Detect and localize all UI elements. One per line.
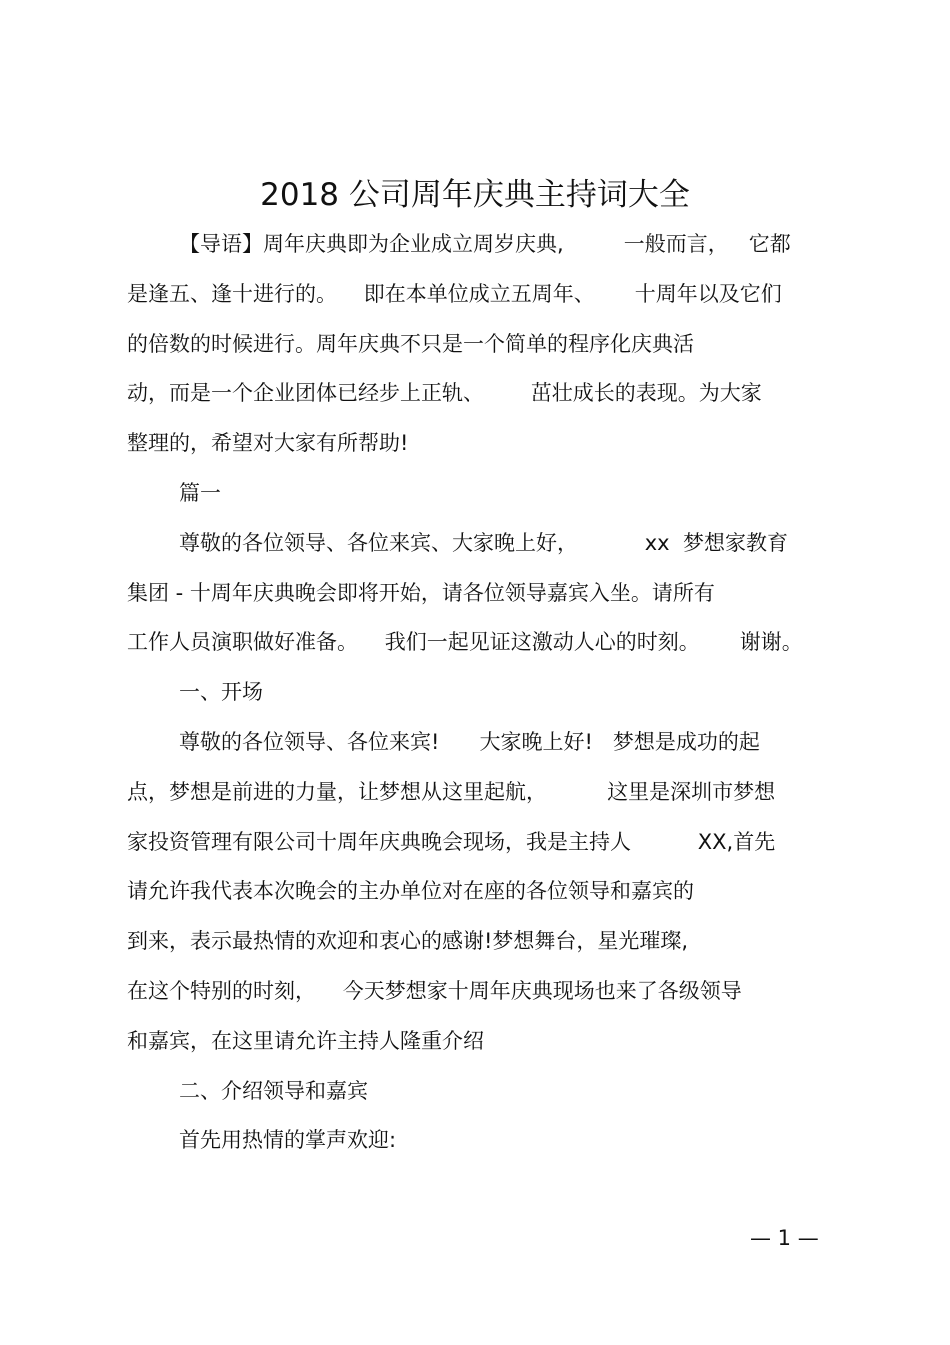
paragraph-line: 【导语】周年庆典即为企业成立周岁庆典, 一般而言， 它都 bbox=[179, 232, 791, 256]
section-heading: 一、开场 bbox=[179, 680, 263, 704]
paragraph-line: 工作人员演职做好准备。 我们一起见证这激动人心的时刻。 谢谢。 bbox=[127, 630, 803, 654]
paragraph-line: 点，梦想是前进的力量，让梦想从这里起航， 这里是深圳市梦想 bbox=[127, 780, 776, 804]
page-number: — 1 — bbox=[750, 1226, 819, 1250]
paragraph-line: 首先用热情的掌声欢迎: bbox=[179, 1128, 397, 1152]
paragraph-line: 请允许我代表本次晚会的主办单位对在座的各位领导和嘉宾的 bbox=[127, 879, 694, 903]
paragraph-line: 整理的，希望对大家有所帮助! bbox=[127, 431, 409, 455]
paragraph-line: 是逢五、逢十进行的。 即在本单位成立五周年、 十周年以及它们 bbox=[127, 282, 782, 306]
paragraph-line: 和嘉宾，在这里请允许主持人隆重介绍 bbox=[127, 1029, 484, 1053]
paragraph-line: 在这个特别的时刻， 今天梦想家十周年庆典现场也来了各级领导 bbox=[127, 979, 742, 1003]
paragraph-line: 动，而是一个企业团体已经步上正轨、 茁壮成长的表现。为大家 bbox=[127, 381, 762, 405]
paragraph-line: 尊敬的各位领导、各位来宾、大家晚上好， xx 梦想家教育 bbox=[179, 531, 788, 555]
paragraph-line: 集团 - 十周年庆典晚会即将开始，请各位领导嘉宾入坐。请所有 bbox=[127, 581, 715, 605]
section-heading: 二、介绍领导和嘉宾 bbox=[179, 1079, 368, 1103]
paragraph-line: 尊敬的各位领导、各位来宾! 大家晚上好! 梦想是成功的起 bbox=[179, 730, 760, 754]
paragraph-line: 到来，表示最热情的欢迎和衷心的感谢!梦想舞台，星光璀璨, bbox=[127, 929, 689, 953]
document-title: 2018 公司周年庆典主持词大全 bbox=[260, 177, 690, 213]
section-heading: 篇一 bbox=[179, 481, 221, 505]
paragraph-line: 家投资管理有限公司十周年庆典晚会现场，我是主持人 XX,首先 bbox=[127, 830, 776, 854]
paragraph-line: 的倍数的时候进行。周年庆典不只是一个简单的程序化庆典活 bbox=[127, 332, 694, 356]
